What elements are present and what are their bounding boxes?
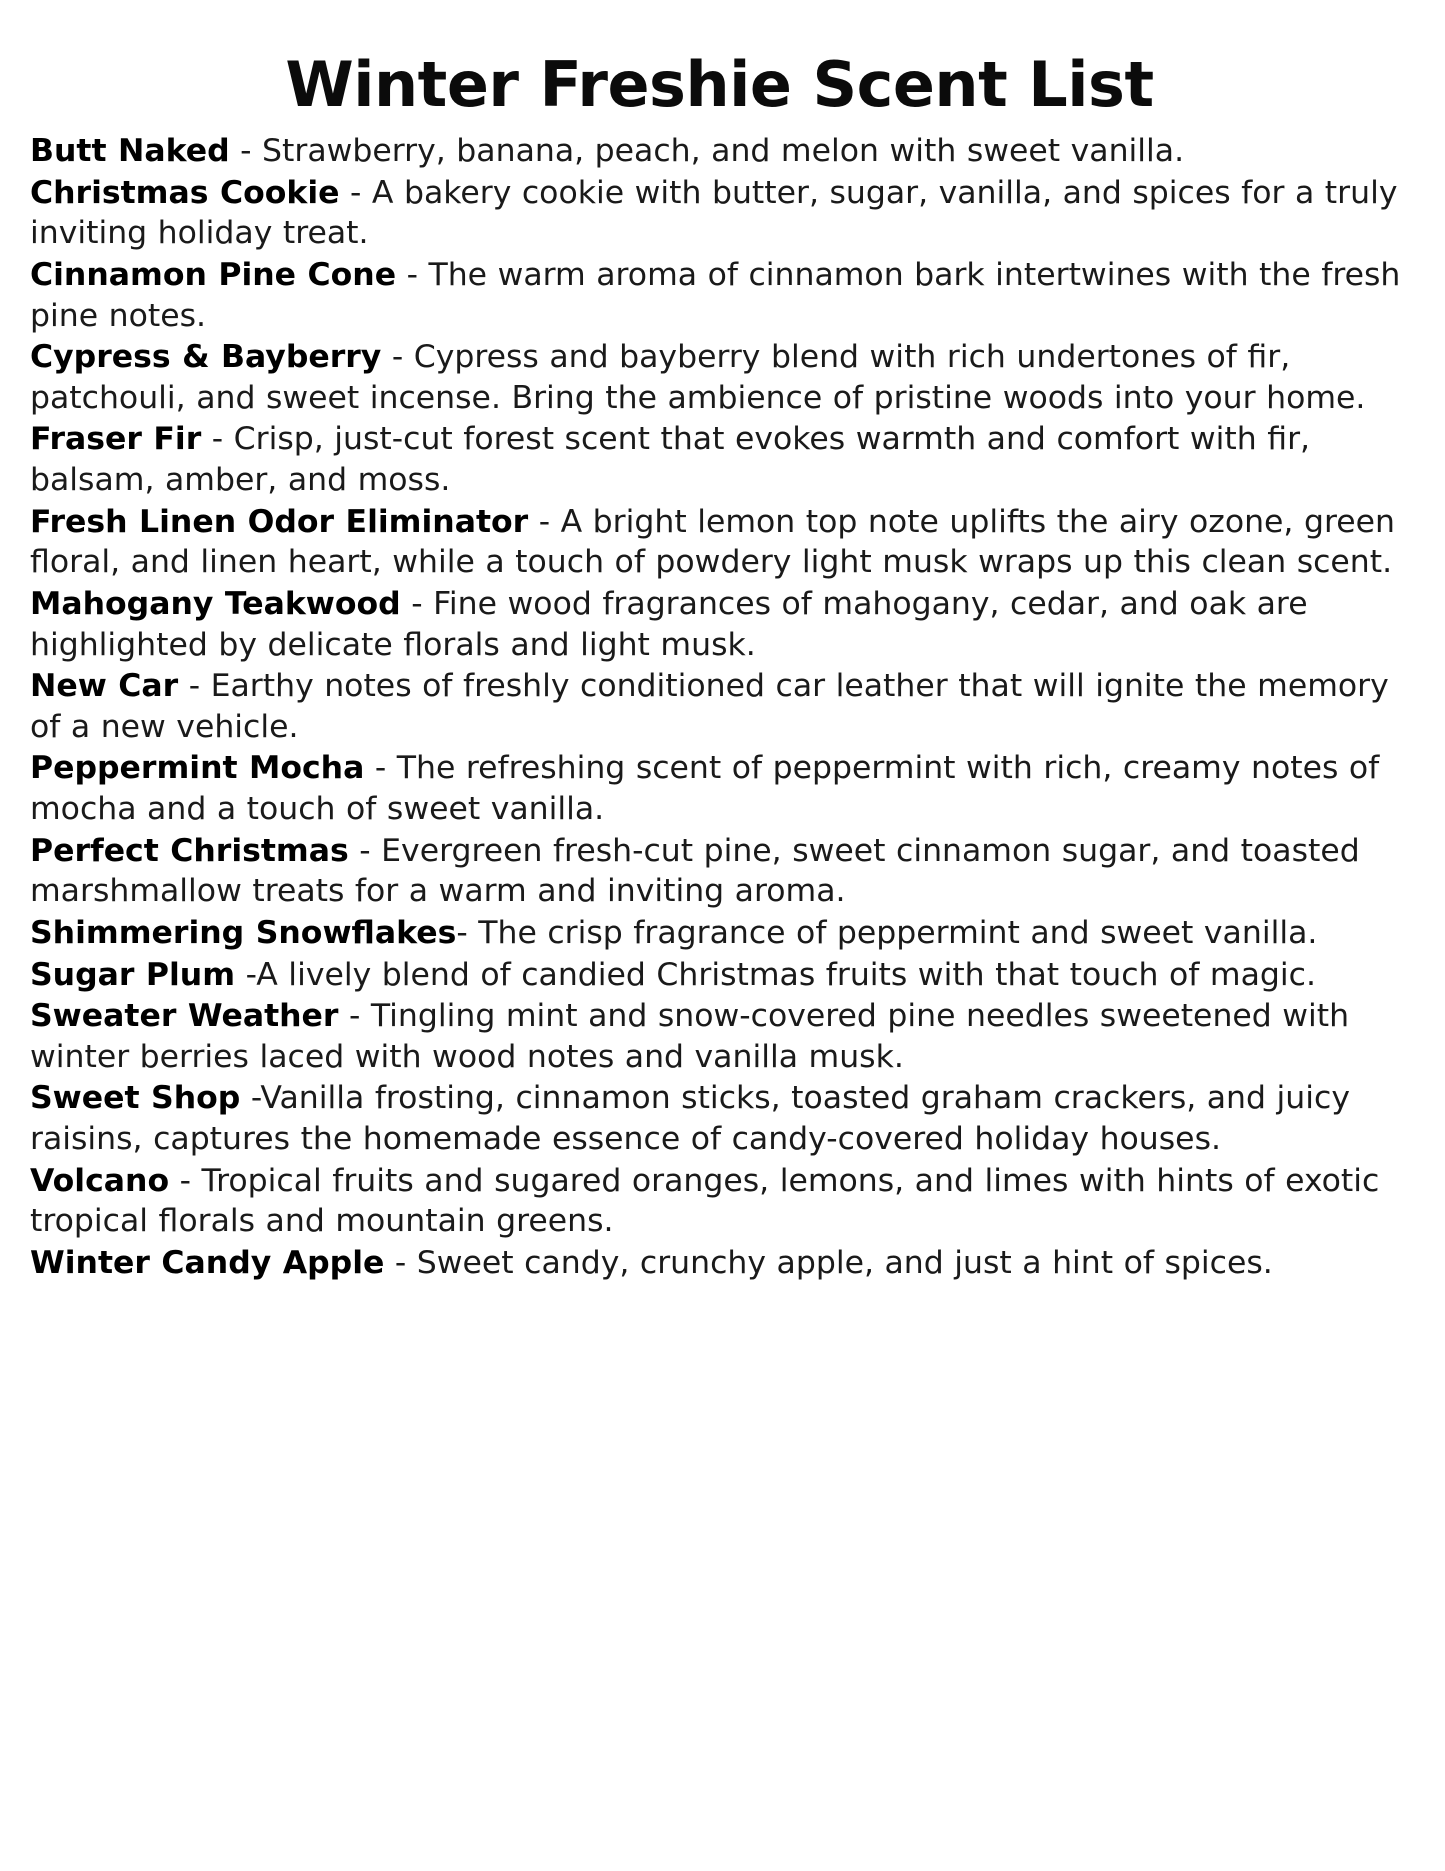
scent-name: Mahogany Teakwood xyxy=(30,585,401,622)
page-title: Winter Freshie Scent List xyxy=(285,48,1154,121)
list-item xyxy=(30,584,1409,665)
scent-name: Volcano xyxy=(30,1162,170,1199)
scent-name: Cypress & Bayberry xyxy=(30,339,382,376)
scent-name: New Car xyxy=(30,668,179,705)
list-item xyxy=(30,502,1409,583)
scent-name: Perfect Christmas xyxy=(30,832,349,869)
scent-description: - Crisp, just-cut forest scent that evokes warmth and comfort with fir, balsam, amber, and moss. xyxy=(30,421,1311,499)
scent-description: - Tingling mint and snow-covered pine needles sweetened with winter berries laced with wood notes and vanilla musk. xyxy=(30,998,1350,1075)
scent-name: Sweater Weather xyxy=(30,998,339,1035)
list-item xyxy=(30,255,1409,336)
scent-description: - Fine wood fragrances of mahogany, cedar, and oak are highlighted by delicate florals and light musk. xyxy=(30,585,1308,663)
scent-name: Cinnamon Pine Cone xyxy=(30,256,397,293)
list-item xyxy=(30,131,1409,172)
scent-name: Sugar Plum xyxy=(30,956,236,993)
list-item xyxy=(30,913,1409,954)
scent-description: - The refreshing scent of peppermint with rich, creamy notes of mocha and a touch of sweet vanilla. xyxy=(30,750,1380,828)
scent-name: Winter Candy Apple xyxy=(30,1244,385,1281)
list-item xyxy=(30,831,1409,912)
list-item xyxy=(30,419,1409,500)
scent-description: - Cypress and bayberry blend with rich undertones of fir, patchouli, and sweet incense. Bring the ambience of pristine woods into your home. xyxy=(30,339,1366,416)
scent-name: Sweet Shop xyxy=(30,1080,241,1117)
scent-description: - Sweet candy, crunchy apple, and just a hint of spices. xyxy=(384,1244,1273,1281)
scent-name: Fresh Linen Odor Eliminator xyxy=(30,503,529,540)
list-item xyxy=(30,173,1409,254)
list-item xyxy=(30,748,1409,829)
scent-description: -Vanilla frosting, cinnamon sticks, toasted graham crackers, and juicy raisins, captures the homemade essence of candy-covered holiday houses. xyxy=(30,1080,1350,1158)
scent-list xyxy=(30,131,1409,1284)
scent-description: -A lively blend of candied Christmas fruits with that touch of magic. xyxy=(235,956,1316,993)
scent-description: - A bakery cookie with butter, sugar, vanilla, and spices for a truly inviting holiday treat. xyxy=(30,174,1398,252)
list-item xyxy=(30,996,1409,1077)
scent-description: - The warm aroma of cinnamon bark intertwines with the fresh pine notes. xyxy=(30,256,1401,334)
scent-name: Christmas Cookie xyxy=(30,174,340,211)
list-item xyxy=(30,1078,1409,1159)
scent-description: - Strawberry, banana, peach, and melon with sweet vanilla. xyxy=(229,133,1185,170)
list-item xyxy=(30,955,1409,996)
scent-description: - Evergreen fresh-cut pine, sweet cinnamon sugar, and toasted marshmallow treats for a warm and inviting aroma. xyxy=(30,832,1360,910)
scent-name: Peppermint Mocha xyxy=(30,750,365,787)
scent-description: - A bright lemon top note uplifts the airy ozone, green floral, and linen heart, while a touch of powdery light musk wraps up this clean scent. xyxy=(30,503,1395,581)
scent-name: Butt Naked xyxy=(30,133,230,170)
list-item xyxy=(30,666,1409,747)
scent-description: - Earthy notes of freshly conditioned car leather that will ignite the memory of a new vehicle. xyxy=(30,668,1389,745)
list-item xyxy=(30,1161,1409,1242)
scent-description: - The crisp fragrance of peppermint and sweet vanilla. xyxy=(456,914,1318,951)
list-item xyxy=(30,337,1409,418)
scent-name: Fraser Fir xyxy=(30,421,202,458)
scent-name: Shimmering Snowflakes xyxy=(30,914,457,951)
scent-description: - Tropical fruits and sugared oranges, lemons, and limes with hints of exotic tropical florals and mountain greens. xyxy=(30,1162,1380,1240)
list-item xyxy=(30,1243,1409,1284)
